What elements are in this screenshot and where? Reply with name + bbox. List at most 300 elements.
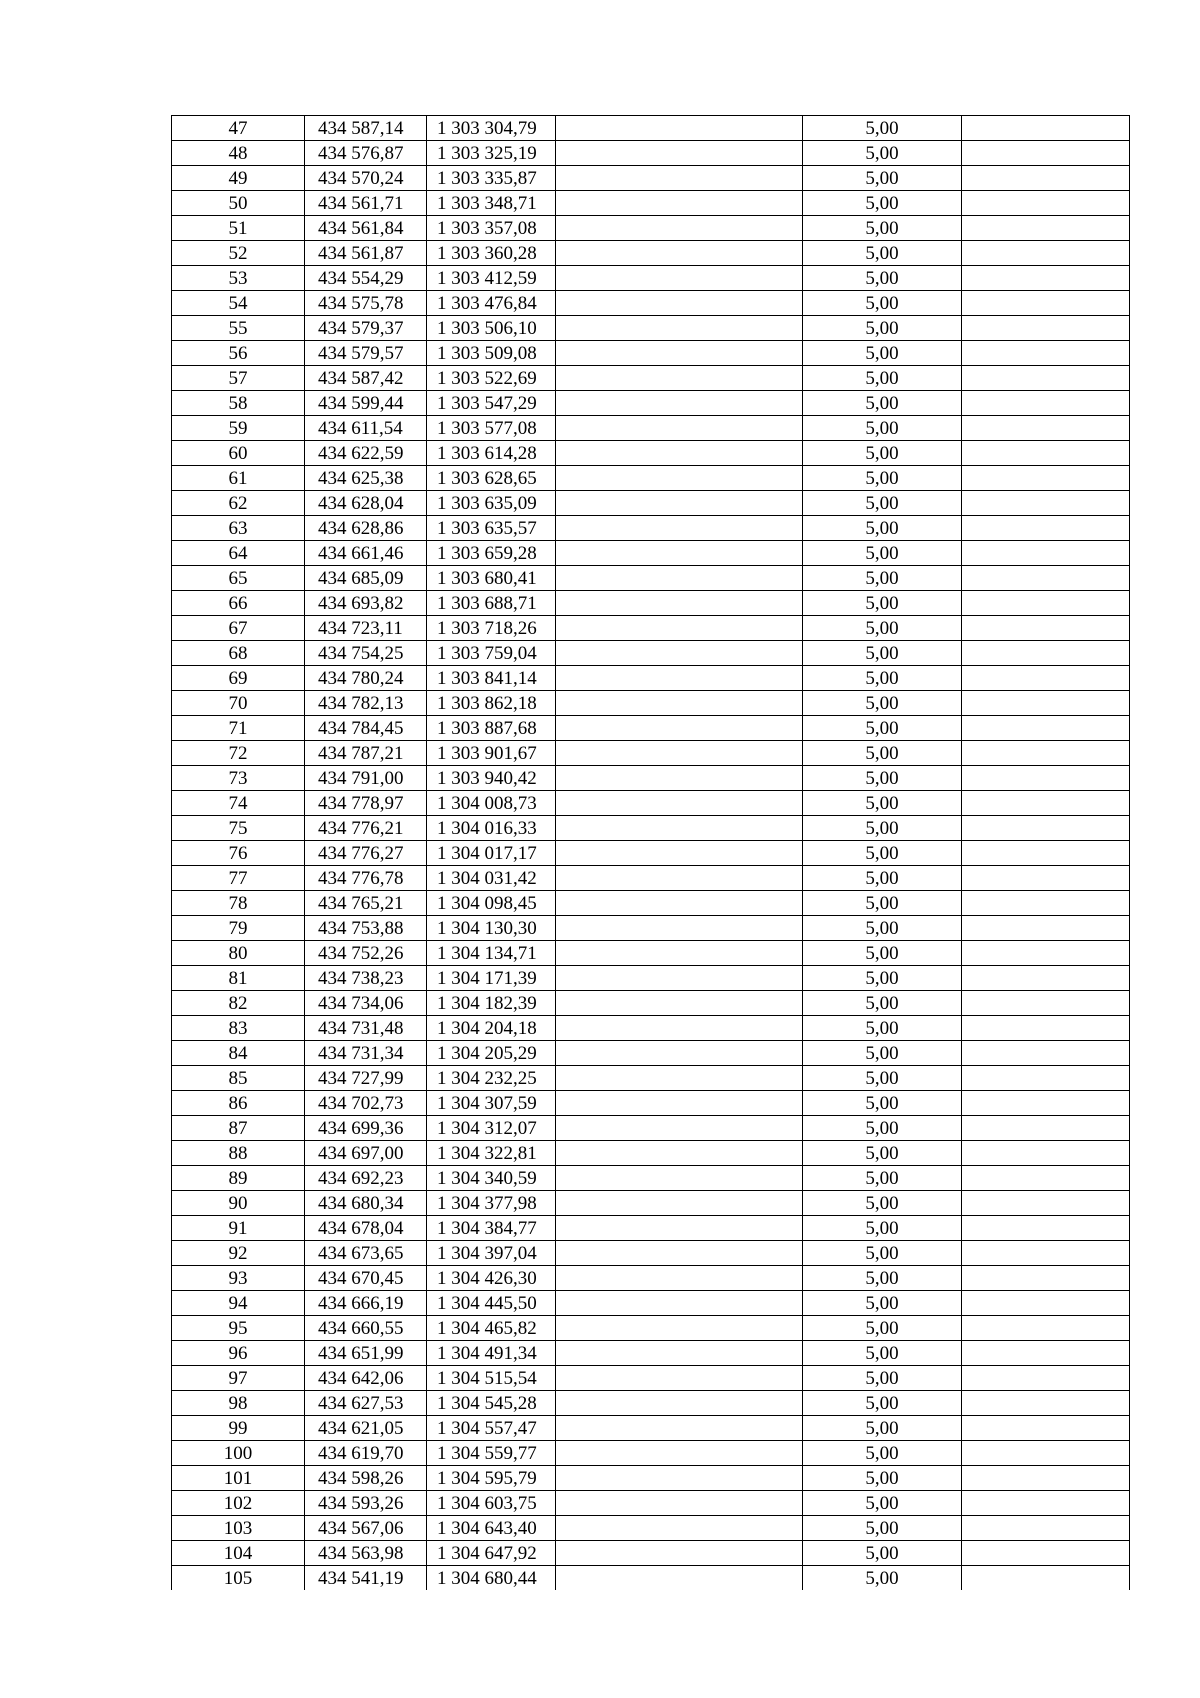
- point-number-cell: 68: [172, 641, 305, 666]
- table-row: [172, 266, 1130, 291]
- note-cell: [962, 891, 1130, 916]
- point-number-cell: 94: [172, 1291, 305, 1316]
- value-cell: 5,00: [803, 1116, 962, 1141]
- empty-cell: [556, 1241, 803, 1266]
- y-coordinate-cell: 1 303 614,28: [427, 441, 556, 466]
- value-cell: 5,00: [803, 466, 962, 491]
- table-row: [172, 291, 1130, 316]
- note-cell: [962, 466, 1130, 491]
- table-row: [172, 141, 1130, 166]
- value-cell: 5,00: [803, 1441, 962, 1466]
- point-number-cell: 96: [172, 1341, 305, 1366]
- note-cell: [962, 591, 1130, 616]
- x-coordinate-cell: 434 625,38: [305, 466, 427, 491]
- value-cell: 5,00: [803, 241, 962, 266]
- empty-cell: [556, 266, 803, 291]
- note-cell: [962, 1066, 1130, 1091]
- point-number-cell: 103: [172, 1516, 305, 1541]
- point-number-cell: 65: [172, 566, 305, 591]
- y-coordinate-cell: 1 304 515,54: [427, 1366, 556, 1391]
- table-row: [172, 916, 1130, 941]
- empty-cell: [556, 366, 803, 391]
- value-cell: 5,00: [803, 1566, 962, 1591]
- empty-cell: [556, 116, 803, 141]
- y-coordinate-cell: 1 303 522,69: [427, 366, 556, 391]
- y-coordinate-cell: 1 304 384,77: [427, 1216, 556, 1241]
- empty-cell: [556, 766, 803, 791]
- empty-cell: [556, 1116, 803, 1141]
- empty-cell: [556, 791, 803, 816]
- value-cell: 5,00: [803, 1091, 962, 1116]
- table-row: [172, 116, 1130, 141]
- table-row: [172, 1066, 1130, 1091]
- empty-cell: [556, 741, 803, 766]
- y-coordinate-cell: 1 304 557,47: [427, 1416, 556, 1441]
- value-cell: 5,00: [803, 341, 962, 366]
- note-cell: [962, 1391, 1130, 1416]
- value-cell: 5,00: [803, 891, 962, 916]
- note-cell: [962, 1516, 1130, 1541]
- y-coordinate-cell: 1 304 643,40: [427, 1516, 556, 1541]
- point-number-cell: 54: [172, 291, 305, 316]
- x-coordinate-cell: 434 784,45: [305, 716, 427, 741]
- value-cell: 5,00: [803, 666, 962, 691]
- empty-cell: [556, 166, 803, 191]
- table-row: [172, 1041, 1130, 1066]
- x-coordinate-cell: 434 621,05: [305, 1416, 427, 1441]
- x-coordinate-cell: 434 670,45: [305, 1266, 427, 1291]
- empty-cell: [556, 1191, 803, 1216]
- table-row: [172, 891, 1130, 916]
- empty-cell: [556, 1366, 803, 1391]
- point-number-cell: 72: [172, 741, 305, 766]
- table-row: [172, 541, 1130, 566]
- value-cell: 5,00: [803, 841, 962, 866]
- note-cell: [962, 991, 1130, 1016]
- value-cell: 5,00: [803, 141, 962, 166]
- empty-cell: [556, 416, 803, 441]
- value-cell: 5,00: [803, 1416, 962, 1441]
- table-row: [172, 466, 1130, 491]
- point-number-cell: 59: [172, 416, 305, 441]
- x-coordinate-cell: 434 734,06: [305, 991, 427, 1016]
- value-cell: 5,00: [803, 866, 962, 891]
- empty-cell: [556, 441, 803, 466]
- note-cell: [962, 1166, 1130, 1191]
- value-cell: 5,00: [803, 316, 962, 341]
- point-number-cell: 49: [172, 166, 305, 191]
- y-coordinate-cell: 1 303 304,79: [427, 116, 556, 141]
- table-row: [172, 941, 1130, 966]
- note-cell: [962, 1566, 1130, 1591]
- value-cell: 5,00: [803, 691, 962, 716]
- empty-cell: [556, 1541, 803, 1566]
- x-coordinate-cell: 434 561,71: [305, 191, 427, 216]
- x-coordinate-cell: 434 576,87: [305, 141, 427, 166]
- point-number-cell: 64: [172, 541, 305, 566]
- x-coordinate-cell: 434 611,54: [305, 416, 427, 441]
- value-cell: 5,00: [803, 1366, 962, 1391]
- x-coordinate-cell: 434 660,55: [305, 1316, 427, 1341]
- note-cell: [962, 391, 1130, 416]
- value-cell: 5,00: [803, 566, 962, 591]
- y-coordinate-cell: 1 303 628,65: [427, 466, 556, 491]
- note-cell: [962, 566, 1130, 591]
- empty-cell: [556, 991, 803, 1016]
- point-number-cell: 99: [172, 1416, 305, 1441]
- point-number-cell: 78: [172, 891, 305, 916]
- value-cell: 5,00: [803, 216, 962, 241]
- point-number-cell: 77: [172, 866, 305, 891]
- note-cell: [962, 816, 1130, 841]
- note-cell: [962, 941, 1130, 966]
- x-coordinate-cell: 434 791,00: [305, 766, 427, 791]
- x-coordinate-cell: 434 702,73: [305, 1091, 427, 1116]
- empty-cell: [556, 1316, 803, 1341]
- value-cell: 5,00: [803, 716, 962, 741]
- value-cell: 5,00: [803, 1466, 962, 1491]
- y-coordinate-cell: 1 304 031,42: [427, 866, 556, 891]
- empty-cell: [556, 1566, 803, 1591]
- table-row: [172, 766, 1130, 791]
- point-number-cell: 53: [172, 266, 305, 291]
- table-row: [172, 966, 1130, 991]
- note-cell: [962, 1016, 1130, 1041]
- point-number-cell: 63: [172, 516, 305, 541]
- table-row: [172, 1291, 1130, 1316]
- note-cell: [962, 1216, 1130, 1241]
- note-cell: [962, 741, 1130, 766]
- value-cell: 5,00: [803, 966, 962, 991]
- x-coordinate-cell: 434 661,46: [305, 541, 427, 566]
- x-coordinate-cell: 434 666,19: [305, 1291, 427, 1316]
- table-row: [172, 1316, 1130, 1341]
- y-coordinate-cell: 1 303 887,68: [427, 716, 556, 741]
- point-number-cell: 86: [172, 1091, 305, 1116]
- table-row: [172, 866, 1130, 891]
- table-row: [172, 1141, 1130, 1166]
- y-coordinate-cell: 1 304 397,04: [427, 1241, 556, 1266]
- empty-cell: [556, 141, 803, 166]
- note-cell: [962, 791, 1130, 816]
- x-coordinate-cell: 434 642,06: [305, 1366, 427, 1391]
- point-number-cell: 66: [172, 591, 305, 616]
- y-coordinate-cell: 1 303 577,08: [427, 416, 556, 441]
- table-row: [172, 841, 1130, 866]
- table-row: [172, 716, 1130, 741]
- empty-cell: [556, 641, 803, 666]
- note-cell: [962, 166, 1130, 191]
- point-number-cell: 91: [172, 1216, 305, 1241]
- note-cell: [962, 1316, 1130, 1341]
- empty-cell: [556, 341, 803, 366]
- note-cell: [962, 716, 1130, 741]
- y-coordinate-cell: 1 303 509,08: [427, 341, 556, 366]
- value-cell: 5,00: [803, 166, 962, 191]
- table-row: [172, 1341, 1130, 1366]
- point-number-cell: 69: [172, 666, 305, 691]
- value-cell: 5,00: [803, 766, 962, 791]
- x-coordinate-cell: 434 754,25: [305, 641, 427, 666]
- table-row: [172, 616, 1130, 641]
- x-coordinate-cell: 434 692,23: [305, 1166, 427, 1191]
- y-coordinate-cell: 1 304 595,79: [427, 1466, 556, 1491]
- x-coordinate-cell: 434 593,26: [305, 1491, 427, 1516]
- x-coordinate-cell: 434 685,09: [305, 566, 427, 591]
- x-coordinate-cell: 434 619,70: [305, 1441, 427, 1466]
- y-coordinate-cell: 1 304 204,18: [427, 1016, 556, 1041]
- note-cell: [962, 241, 1130, 266]
- table-row: [172, 1241, 1130, 1266]
- note-cell: [962, 691, 1130, 716]
- value-cell: 5,00: [803, 1291, 962, 1316]
- empty-cell: [556, 1066, 803, 1091]
- note-cell: [962, 366, 1130, 391]
- value-cell: 5,00: [803, 1516, 962, 1541]
- note-cell: [962, 666, 1130, 691]
- empty-cell: [556, 1341, 803, 1366]
- empty-cell: [556, 466, 803, 491]
- note-cell: [962, 191, 1130, 216]
- y-coordinate-cell: 1 304 312,07: [427, 1116, 556, 1141]
- y-coordinate-cell: 1 303 901,67: [427, 741, 556, 766]
- note-cell: [962, 1091, 1130, 1116]
- note-cell: [962, 1291, 1130, 1316]
- x-coordinate-cell: 434 587,42: [305, 366, 427, 391]
- table-row: [172, 441, 1130, 466]
- table-row: [172, 366, 1130, 391]
- coordinates-table: [171, 115, 1130, 1590]
- x-coordinate-cell: 434 554,29: [305, 266, 427, 291]
- y-coordinate-cell: 1 304 182,39: [427, 991, 556, 1016]
- x-coordinate-cell: 434 575,78: [305, 291, 427, 316]
- point-number-cell: 61: [172, 466, 305, 491]
- y-coordinate-cell: 1 303 688,71: [427, 591, 556, 616]
- point-number-cell: 56: [172, 341, 305, 366]
- note-cell: [962, 866, 1130, 891]
- point-number-cell: 89: [172, 1166, 305, 1191]
- point-number-cell: 100: [172, 1441, 305, 1466]
- y-coordinate-cell: 1 303 940,42: [427, 766, 556, 791]
- point-number-cell: 51: [172, 216, 305, 241]
- table-row: [172, 1191, 1130, 1216]
- note-cell: [962, 416, 1130, 441]
- empty-cell: [556, 716, 803, 741]
- empty-cell: [556, 916, 803, 941]
- empty-cell: [556, 591, 803, 616]
- y-coordinate-cell: 1 304 016,33: [427, 816, 556, 841]
- note-cell: [962, 1341, 1130, 1366]
- table-row: [172, 1516, 1130, 1541]
- value-cell: 5,00: [803, 1391, 962, 1416]
- note-cell: [962, 541, 1130, 566]
- x-coordinate-cell: 434 765,21: [305, 891, 427, 916]
- empty-cell: [556, 1441, 803, 1466]
- y-coordinate-cell: 1 303 476,84: [427, 291, 556, 316]
- value-cell: 5,00: [803, 1016, 962, 1041]
- table-row: [172, 566, 1130, 591]
- note-cell: [962, 1041, 1130, 1066]
- x-coordinate-cell: 434 776,27: [305, 841, 427, 866]
- table-row: [172, 791, 1130, 816]
- point-number-cell: 84: [172, 1041, 305, 1066]
- empty-cell: [556, 516, 803, 541]
- x-coordinate-cell: 434 780,24: [305, 666, 427, 691]
- table-row: [172, 1441, 1130, 1466]
- value-cell: 5,00: [803, 441, 962, 466]
- y-coordinate-cell: 1 303 506,10: [427, 316, 556, 341]
- table-row: [172, 391, 1130, 416]
- y-coordinate-cell: 1 304 465,82: [427, 1316, 556, 1341]
- table-row: [172, 1091, 1130, 1116]
- value-cell: 5,00: [803, 1541, 962, 1566]
- y-coordinate-cell: 1 303 635,57: [427, 516, 556, 541]
- note-cell: [962, 316, 1130, 341]
- empty-cell: [556, 566, 803, 591]
- empty-cell: [556, 1166, 803, 1191]
- point-number-cell: 85: [172, 1066, 305, 1091]
- table-row: [172, 1466, 1130, 1491]
- table-row: [172, 1166, 1130, 1191]
- empty-cell: [556, 1216, 803, 1241]
- point-number-cell: 105: [172, 1566, 305, 1591]
- y-coordinate-cell: 1 304 017,17: [427, 841, 556, 866]
- point-number-cell: 83: [172, 1016, 305, 1041]
- table-row: [172, 1566, 1130, 1591]
- value-cell: 5,00: [803, 916, 962, 941]
- y-coordinate-cell: 1 304 680,44: [427, 1566, 556, 1591]
- value-cell: 5,00: [803, 1216, 962, 1241]
- empty-cell: [556, 1266, 803, 1291]
- x-coordinate-cell: 434 628,04: [305, 491, 427, 516]
- table-row: [172, 216, 1130, 241]
- x-coordinate-cell: 434 778,97: [305, 791, 427, 816]
- point-number-cell: 57: [172, 366, 305, 391]
- note-cell: [962, 616, 1130, 641]
- x-coordinate-cell: 434 738,23: [305, 966, 427, 991]
- x-coordinate-cell: 434 579,37: [305, 316, 427, 341]
- note-cell: [962, 141, 1130, 166]
- x-coordinate-cell: 434 731,48: [305, 1016, 427, 1041]
- x-coordinate-cell: 434 782,13: [305, 691, 427, 716]
- value-cell: 5,00: [803, 541, 962, 566]
- table-row: [172, 666, 1130, 691]
- point-number-cell: 79: [172, 916, 305, 941]
- empty-cell: [556, 1091, 803, 1116]
- x-coordinate-cell: 434 622,59: [305, 441, 427, 466]
- y-coordinate-cell: 1 304 171,39: [427, 966, 556, 991]
- x-coordinate-cell: 434 651,99: [305, 1341, 427, 1366]
- note-cell: [962, 491, 1130, 516]
- empty-cell: [556, 1391, 803, 1416]
- note-cell: [962, 341, 1130, 366]
- empty-cell: [556, 891, 803, 916]
- note-cell: [962, 1191, 1130, 1216]
- table-row: [172, 416, 1130, 441]
- y-coordinate-cell: 1 303 759,04: [427, 641, 556, 666]
- x-coordinate-cell: 434 753,88: [305, 916, 427, 941]
- point-number-cell: 50: [172, 191, 305, 216]
- note-cell: [962, 116, 1130, 141]
- empty-cell: [556, 191, 803, 216]
- table-row: [172, 491, 1130, 516]
- x-coordinate-cell: 434 561,84: [305, 216, 427, 241]
- note-cell: [962, 441, 1130, 466]
- point-number-cell: 95: [172, 1316, 305, 1341]
- value-cell: 5,00: [803, 491, 962, 516]
- value-cell: 5,00: [803, 416, 962, 441]
- value-cell: 5,00: [803, 991, 962, 1016]
- table-row: [172, 1216, 1130, 1241]
- empty-cell: [556, 241, 803, 266]
- note-cell: [962, 1366, 1130, 1391]
- x-coordinate-cell: 434 697,00: [305, 1141, 427, 1166]
- table-row: [172, 516, 1130, 541]
- empty-cell: [556, 941, 803, 966]
- empty-cell: [556, 291, 803, 316]
- value-cell: 5,00: [803, 516, 962, 541]
- y-coordinate-cell: 1 303 547,29: [427, 391, 556, 416]
- point-number-cell: 60: [172, 441, 305, 466]
- empty-cell: [556, 841, 803, 866]
- x-coordinate-cell: 434 627,53: [305, 1391, 427, 1416]
- empty-cell: [556, 491, 803, 516]
- x-coordinate-cell: 434 693,82: [305, 591, 427, 616]
- value-cell: 5,00: [803, 791, 962, 816]
- note-cell: [962, 266, 1130, 291]
- point-number-cell: 93: [172, 1266, 305, 1291]
- empty-cell: [556, 691, 803, 716]
- y-coordinate-cell: 1 303 335,87: [427, 166, 556, 191]
- point-number-cell: 52: [172, 241, 305, 266]
- x-coordinate-cell: 434 598,26: [305, 1466, 427, 1491]
- empty-cell: [556, 1016, 803, 1041]
- note-cell: [962, 1491, 1130, 1516]
- x-coordinate-cell: 434 699,36: [305, 1116, 427, 1141]
- table-row: [172, 1541, 1130, 1566]
- y-coordinate-cell: 1 304 134,71: [427, 941, 556, 966]
- empty-cell: [556, 616, 803, 641]
- table-row: [172, 1266, 1130, 1291]
- x-coordinate-cell: 434 541,19: [305, 1566, 427, 1591]
- x-coordinate-cell: 434 787,21: [305, 741, 427, 766]
- value-cell: 5,00: [803, 1141, 962, 1166]
- note-cell: [962, 1266, 1130, 1291]
- table-row: [172, 1391, 1130, 1416]
- y-coordinate-cell: 1 304 377,98: [427, 1191, 556, 1216]
- x-coordinate-cell: 434 563,98: [305, 1541, 427, 1566]
- y-coordinate-cell: 1 304 445,50: [427, 1291, 556, 1316]
- y-coordinate-cell: 1 304 130,30: [427, 916, 556, 941]
- note-cell: [962, 766, 1130, 791]
- note-cell: [962, 916, 1130, 941]
- point-number-cell: 81: [172, 966, 305, 991]
- value-cell: 5,00: [803, 366, 962, 391]
- point-number-cell: 101: [172, 1466, 305, 1491]
- value-cell: 5,00: [803, 1341, 962, 1366]
- table-row: [172, 166, 1130, 191]
- point-number-cell: 71: [172, 716, 305, 741]
- empty-cell: [556, 216, 803, 241]
- value-cell: 5,00: [803, 1491, 962, 1516]
- y-coordinate-cell: 1 303 360,28: [427, 241, 556, 266]
- x-coordinate-cell: 434 587,14: [305, 116, 427, 141]
- note-cell: [962, 1416, 1130, 1441]
- value-cell: 5,00: [803, 591, 962, 616]
- table-row: [172, 1491, 1130, 1516]
- empty-cell: [556, 666, 803, 691]
- note-cell: [962, 1116, 1130, 1141]
